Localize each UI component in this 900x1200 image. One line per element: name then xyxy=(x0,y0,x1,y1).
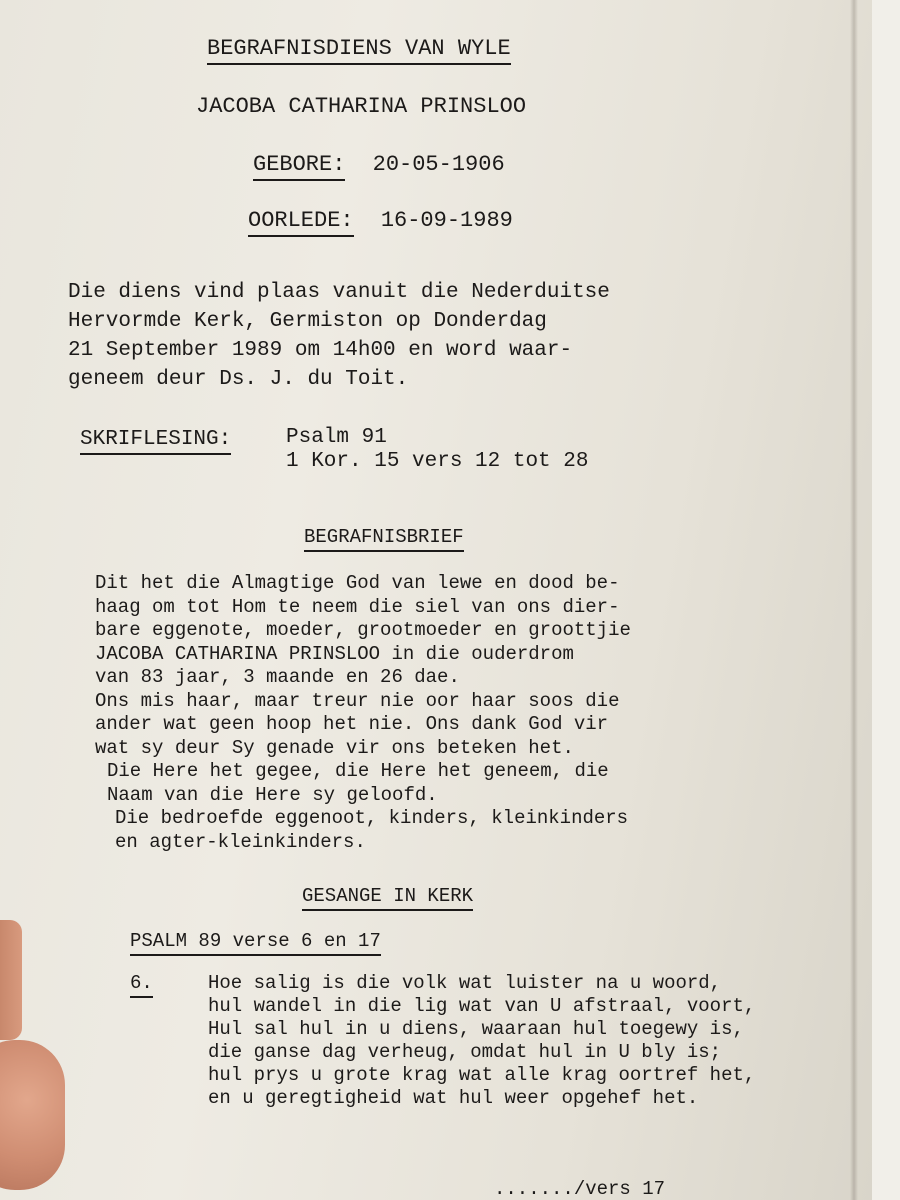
letter-line: Ons mis haar, maar treur nie oor haar soos die xyxy=(95,689,620,712)
service-line: Hervormde Kerk, Germiston op Donderdag xyxy=(68,310,547,333)
letter-line: Naam van die Here sy geloofd. xyxy=(107,783,438,806)
letter-line: haag om tot Hom te neem die siel van ons dier- xyxy=(95,595,620,618)
scripture-reading: 1 Kor. 15 vers 12 tot 28 xyxy=(286,450,589,473)
verse-line: hul wandel in die lig wat van U afstraal, voort, xyxy=(208,995,756,1017)
verse-number: 6. xyxy=(130,972,153,998)
verse-line: die ganse dag verheug, omdat hul in U bly is; xyxy=(208,1041,722,1063)
died-date: 16-09-1989 xyxy=(380,208,513,233)
paper-fold xyxy=(850,0,858,1200)
born-date: 20-05-1906 xyxy=(372,152,505,177)
service-line: 21 September 1989 om 14h00 en word waar- xyxy=(68,339,573,362)
verse-line: Hoe salig is die volk wat luister na u woord, xyxy=(208,972,722,994)
letter-line: van 83 jaar, 3 maande en 26 dae. xyxy=(95,666,460,688)
letter-heading: BEGRAFNISBRIEF xyxy=(304,526,464,552)
scripture-label: SKRIFLESING: xyxy=(80,428,231,455)
service-paragraph xyxy=(68,278,610,394)
letter-line: Dit het die Almagtige God van lewe en dood be- xyxy=(95,572,620,594)
letter-line: JACOBA CATHARINA PRINSLOO in die ouderdrom xyxy=(95,642,574,665)
letter-line: wat sy deur Sy genade vir ons beteken het. xyxy=(95,736,574,759)
verse-line: en u geregtigheid wat hul weer opgehef het. xyxy=(208,1087,699,1109)
service-line: geneem deur Ds. J. du Toit. xyxy=(68,368,409,391)
scripture-readings xyxy=(286,426,588,474)
hymns-heading: GESANGE IN KERK xyxy=(302,885,473,911)
verse-line: Hul sal hul in u diens, waaraan hul toegewy is, xyxy=(208,1018,744,1040)
deceased-name: JACOBA CATHARINA PRINSLOO xyxy=(196,94,527,119)
letter-line: en agter-kleinkinders. xyxy=(115,830,366,853)
document-title: BEGRAFNISDIENS VAN WYLE xyxy=(207,36,511,65)
letter-line: ander wat geen hoop het nie. Ons dank God vir xyxy=(95,713,609,735)
letter-line: Die Here het gegee, die Here het geneem, die xyxy=(107,760,609,782)
born-label: GEBORE: xyxy=(253,152,345,181)
holding-finger xyxy=(0,920,22,1040)
funeral-letter xyxy=(95,572,631,854)
psalm-verse-6 xyxy=(208,972,755,1110)
continuation-note: ......./vers 17 xyxy=(494,1178,666,1200)
verse-line: hul prys u grote krag wat alle krag oortref het, xyxy=(208,1064,756,1086)
psalm-label: PSALM 89 verse 6 en 17 xyxy=(130,930,381,956)
letter-line: bare eggenote, moeder, grootmoeder en groottjie xyxy=(95,619,631,641)
scripture-reading: Psalm 91 xyxy=(286,426,387,449)
letter-line: Die bedroefde eggenoot, kinders, kleinkinders xyxy=(115,807,629,829)
service-line: Die diens vind plaas vanuit die Nederduitse xyxy=(68,281,610,304)
holding-thumb xyxy=(0,1040,65,1190)
died-label: OORLEDE: xyxy=(248,208,354,237)
adjacent-page-edge xyxy=(872,0,900,1200)
